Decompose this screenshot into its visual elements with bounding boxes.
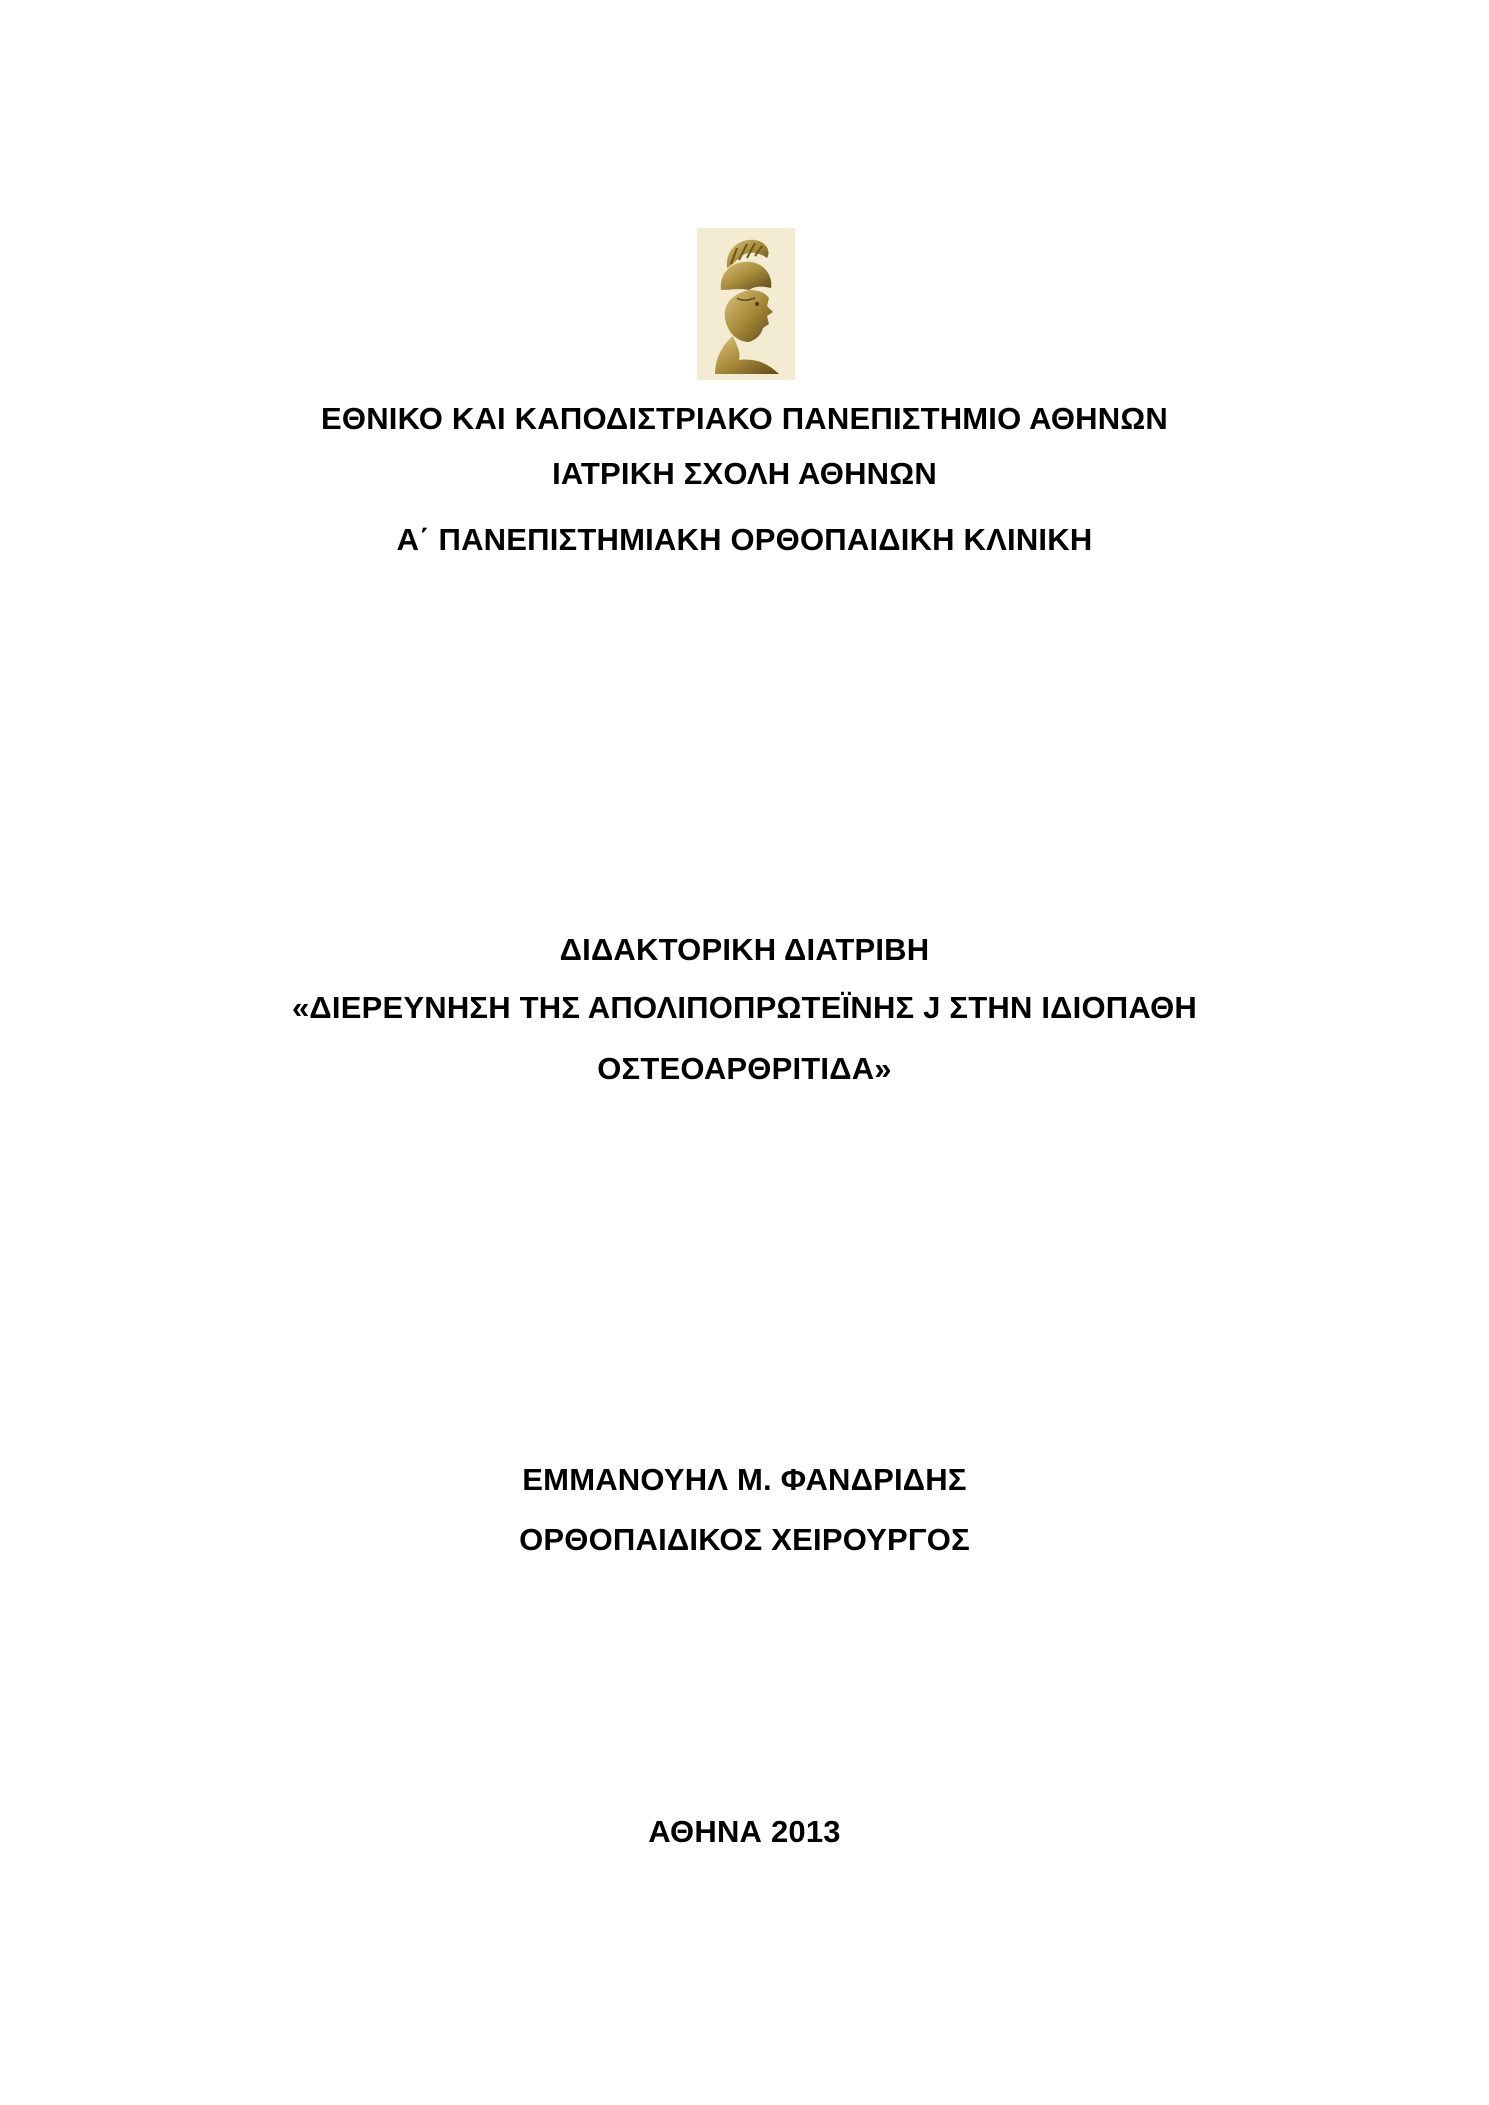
thesis-title-line2: ΟΣΤΕΟΑΡΘΡΙΤΙΔΑ»	[597, 1051, 892, 1086]
author-name: ΕΜΜΑΝΟΥΗΛ Μ. ΦΑΝΔΡΙΔΗΣ	[522, 1462, 967, 1497]
school-name: ΙΑΤΡΙΚΗ ΣΧΟΛΗ ΑΘΗΝΩΝ	[552, 456, 937, 491]
author-title: ΟΡΘΟΠΑΙΔΙΚΟΣ ΧΕΙΡΟΥΡΓΟΣ	[519, 1522, 970, 1557]
university-name: ΕΘΝΙΚΟ ΚΑΙ ΚΑΠΟΔΙΣΤΡΙΑΚΟ ΠΑΝΕΠΙΣΤΗΜΙΟ ΑΘΗΝΩΝ	[321, 401, 1168, 436]
thesis-title-line1: «ΔΙΕΡΕΥΝΗΣΗ ΤΗΣ ΑΠΟΛΙΠΟΠΡΩΤΕΪΝΗΣ J ΣΤΗΝ ΙΔΙΟΠΑΘΗ	[291, 990, 1198, 1025]
place-year: ΑΘΗΝΑ 2013	[648, 1814, 841, 1849]
athena-helmet-head-icon	[697, 228, 795, 380]
university-logo	[697, 228, 795, 380]
clinic-name: Α΄ ΠΑΝΕΠΙΣΤΗΜΙΑΚΗ ΟΡΘΟΠΑΙΔΙΚΗ ΚΛΙΝΙΚΗ	[396, 522, 1093, 557]
thesis-type: ΔΙΔΑΚΤΟΡΙΚΗ ΔΙΑΤΡΙΒΗ	[559, 932, 930, 967]
